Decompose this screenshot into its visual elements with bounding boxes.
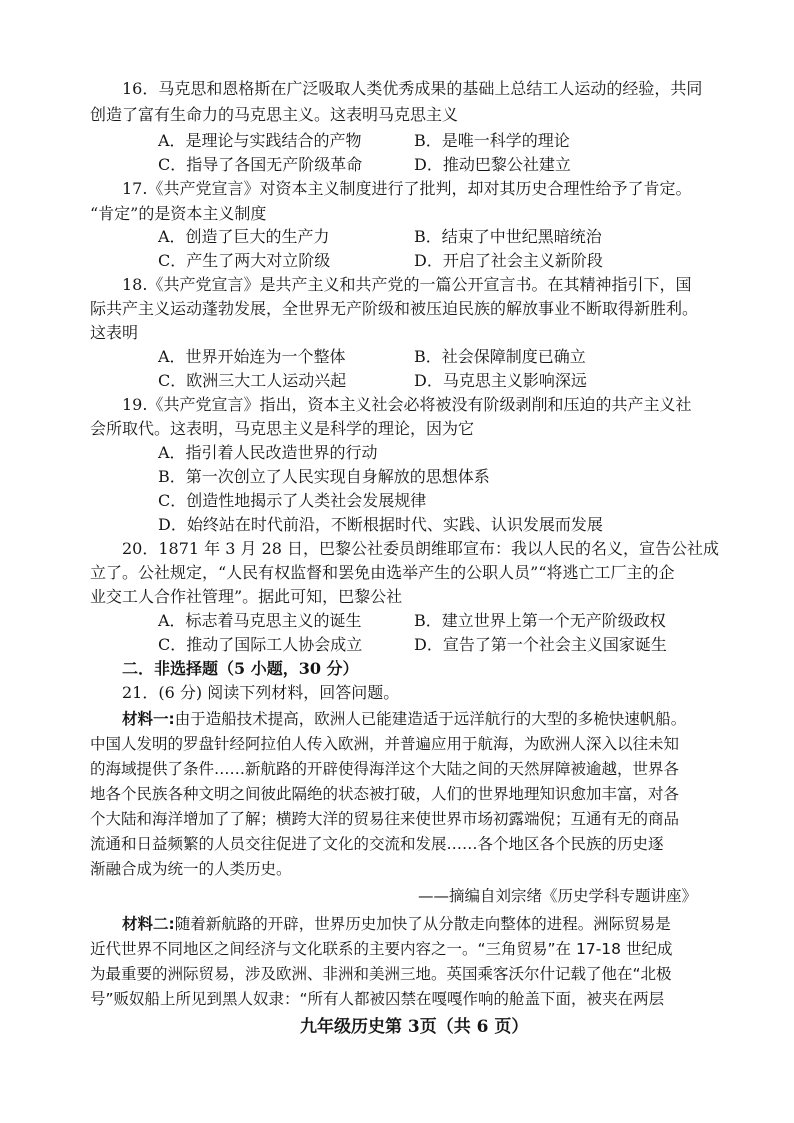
q20-option-d: D．宣告了第一个社会主义国家诞生 [414, 635, 667, 654]
q20-stem-line3: 业交工人合作社管理”。据此可知，巴黎公社 [90, 587, 403, 606]
q18-stem-line3: 这表明 [90, 323, 139, 342]
q20-option-b: B．建立世界上第一个无产阶级政权 [414, 611, 666, 630]
q21-intro: 21．(6 分) 阅读下列材料，回答问题。 [122, 683, 400, 702]
q19-option-c: C．创造性地揭示了人类社会发展规律 [158, 491, 427, 510]
q16-option-b: B．是唯一科学的理论 [414, 131, 570, 150]
q18-stem-line2: 际共产主义运动蓬勃发展，全世界无产阶级和被压迫民族的解放事业不断取得新胜利。 [90, 299, 699, 318]
material2-line2: 近代世界不同地区之间经济与文化联系的主要内容之一。“三角贸易”在 17-18 世纪成 [90, 940, 673, 958]
material2-label: 材料二: [122, 915, 175, 933]
q16-option-c: C．指导了各国无产阶级革命 [158, 155, 363, 174]
q20-stem-line2: 立了。公社规定，“人民有权监督和罢免由选举产生的公职人员”“将逃亡工厂主的企 [90, 563, 675, 582]
q19-stem-line2: 会所取代。这表明，马克思主义是科学的理论，因为它 [90, 419, 475, 438]
material2-line3: 为最重要的洲际贸易，涉及欧洲、非洲和美洲三地。英国乘客沃尔什记载了他在“北极 [90, 965, 672, 983]
section2-heading: 二．非选择题（5 小题，30 分） [122, 659, 359, 678]
material2-line1 [122, 913, 671, 935]
q18-option-b: B．社会保障制度已确立 [414, 347, 586, 366]
q17-option-a: A．创造了巨大的生产力 [158, 227, 330, 246]
material1-line3: 的海域提供了条件……新航路的开辟使得海洋这个大陆之间的天然屏障被逾越，世界各 [90, 760, 680, 778]
q20-stem-line1: 20．1871 年 3 月 28 日，巴黎公社委员朗维耶宣布：我以人民的名义，宣告公社成 [122, 539, 720, 558]
material1-line2: 中国人发明的罗盘针经阿拉伯人传入欧洲，并普遍应用于航海，为欧洲人深入以往未知 [90, 735, 680, 753]
material1-source: ——摘编自刘宗绪《历史学科专题讲座》 [418, 887, 698, 905]
material2-text-line1: 随着新航路的开辟，世界历史加快了从分散走向整体的进程。洲际贸易是 [174, 915, 671, 933]
q16-stem-line1: 16．马克思和恩格斯在广泛吸取人类优秀成果的基础上总结工人运动的经验，共同 [122, 79, 703, 98]
q19-option-a: A．指引着人民改造世界的行动 [158, 443, 378, 462]
q20-option-a: A．标志着马克思主义的诞生 [158, 611, 362, 630]
q17-stem-line1: 17.《共产党宣言》对资本主义制度进行了批判，却对其历史合理性给予了肯定。 [122, 179, 692, 198]
q18-option-d: D．马克思主义影响深远 [414, 371, 587, 390]
q19-option-d: D．始终站在时代前沿，不断根据时代、实践、认识发展而发展 [158, 515, 603, 534]
material1-text-line1: 由于造船技术提高，欧洲人已能建造适于远洋航行的大型的多桅快速帆船。 [174, 710, 687, 728]
q16-option-d: D．推动巴黎公社建立 [414, 155, 571, 174]
q19-stem-line1: 19.《共产党宣言》指出，资本主义社会必将被没有阶级剥削和压迫的共产主义社 [122, 395, 692, 414]
q18-stem-line1: 18.《共产党宣言》是共产主义和共产党的一篇公开宣言书。在其精神指引下，国 [122, 275, 692, 294]
q18-option-a: A．世界开始连为一个整体 [158, 347, 346, 366]
material1-line5: 个大陆和海洋增加了了解；横跨大洋的贸易往来使世界市场初露端倪；互通有无的商品 [90, 810, 680, 828]
q17-option-d: D．开启了社会主义新阶段 [414, 251, 603, 270]
page-footer: 九年级历史第 3页（共 6 页） [300, 1017, 529, 1037]
q16-option-a: A．是理论与实践结合的产物 [158, 131, 362, 150]
material2-line4: 号”贩奴船上所见到黑人奴隶：“所有人都被囚禁在嘎嘎作响的舱盖下面，被夹在两层 [90, 990, 665, 1008]
q17-stem-line2: “肯定”的是资本主义制度 [90, 204, 267, 223]
material1-line4: 地各个民族各种文明之间彼此隔绝的状态被打破，人们的世界地理知识愈加丰富，对各 [90, 785, 680, 803]
q16-stem-line2: 创造了富有生命力的马克思主义。这表明马克思主义 [90, 105, 459, 124]
q17-option-b: B．结束了中世纪黑暗统治 [414, 227, 602, 246]
q17-option-c: C．产生了两大对立阶级 [158, 251, 331, 270]
material1-line1 [122, 708, 686, 730]
q19-option-b: B．第一次创立了人民实现自身解放的思想体系 [158, 467, 490, 486]
q20-option-c: C．推动了国际工人协会成立 [158, 635, 363, 654]
q18-option-c: C．欧洲三大工人运动兴起 [158, 371, 347, 390]
material1-line6: 流通和日益频繁的人员交往促进了文化的交流和发展……各个地区各个民族的历史逐 [90, 835, 664, 853]
material1-line7: 渐融合成为统一的人类历史。 [90, 860, 292, 878]
material1-label: 材料一: [122, 710, 175, 728]
